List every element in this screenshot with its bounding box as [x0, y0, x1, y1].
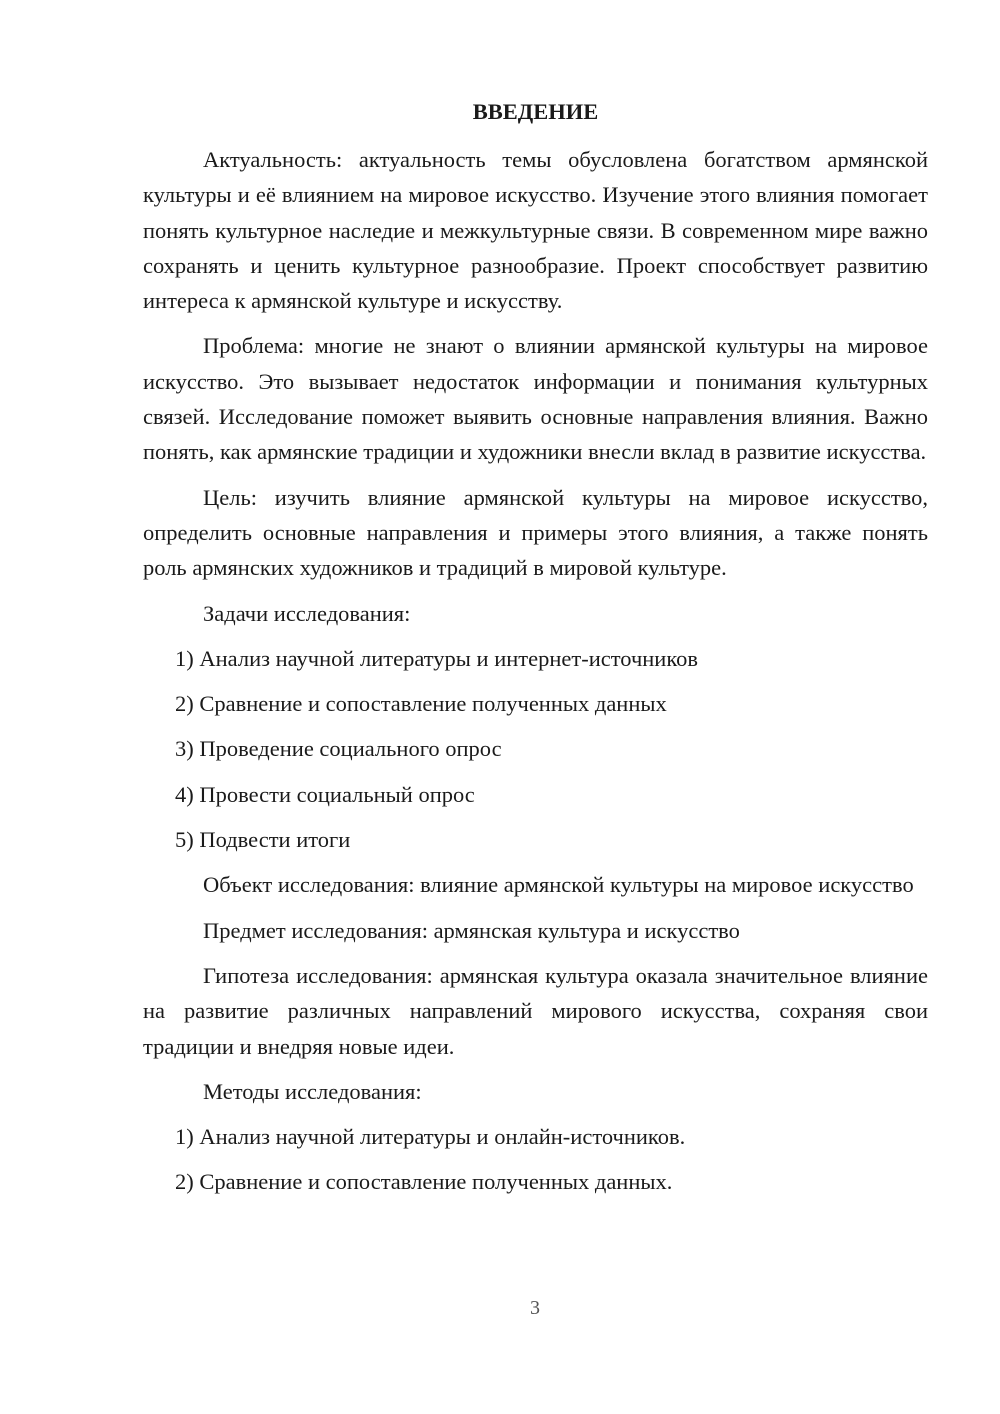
list-item: 5) Подвести итоги	[175, 827, 351, 853]
relevance-paragraph: Актуальность: актуальность темы обусловлена богатством армянской культуры и её влиянием на мировое искусство. Изучение этого влияния помогает понять культурное наследие и межкультурные связи. В современном мире важно сохранять и ценить культурное разнообразие. Проект способствует развитию интереса к армянской культуре и искусству.	[143, 147, 928, 314]
tasks-list	[143, 641, 928, 857]
list-item: 1) Анализ научной литературы и интернет-источников	[175, 645, 699, 671]
subject-paragraph: Предмет исследования: армянская культура и искусство	[203, 917, 740, 943]
list-item: 2) Сравнение и сопоставление полученных данных.	[175, 1169, 673, 1195]
goal-paragraph: Цель: изучить влияние армянской культуры на мировое искусство, определить основные направления и примеры этого влияния, а также понять роль армянских художников и традиций в мировой культуре.	[143, 484, 928, 581]
object-paragraph: Объект исследования: влияние армянской культуры на мировое искусство	[203, 872, 914, 898]
hypothesis-paragraph: Гипотеза исследования: армянская культура оказала значительное влияние на развитие различных направлений мирового искусства, сохраняя свои традиции и внедряя новые идеи.	[143, 962, 928, 1059]
list-item: 1) Анализ научной литературы и онлайн-источников.	[175, 1124, 686, 1150]
tasks-label: Задачи исследования:	[203, 600, 411, 626]
list-item: 4) Провести социальный опрос	[175, 781, 475, 807]
page-number: 3	[530, 1297, 540, 1319]
methods-label: Методы исследования:	[203, 1078, 422, 1104]
problem-paragraph: Проблема: многие не знают о влиянии армянской культуры на мировое искусство. Это вызывает недостаток информации и понимания культурных связей. Исследование поможет выявить основные направления влияния. Важно понять, как армянские традиции и художники внесли вклад в развитие искусства.	[143, 333, 928, 465]
list-item: 2) Сравнение и сопоставление полученных данных	[175, 691, 667, 717]
document-page	[143, 94, 928, 1210]
methods-list	[143, 1119, 928, 1200]
list-item: 3) Проведение социального опрос	[175, 736, 502, 762]
page-title: ВВЕДЕНИЕ	[472, 99, 599, 124]
